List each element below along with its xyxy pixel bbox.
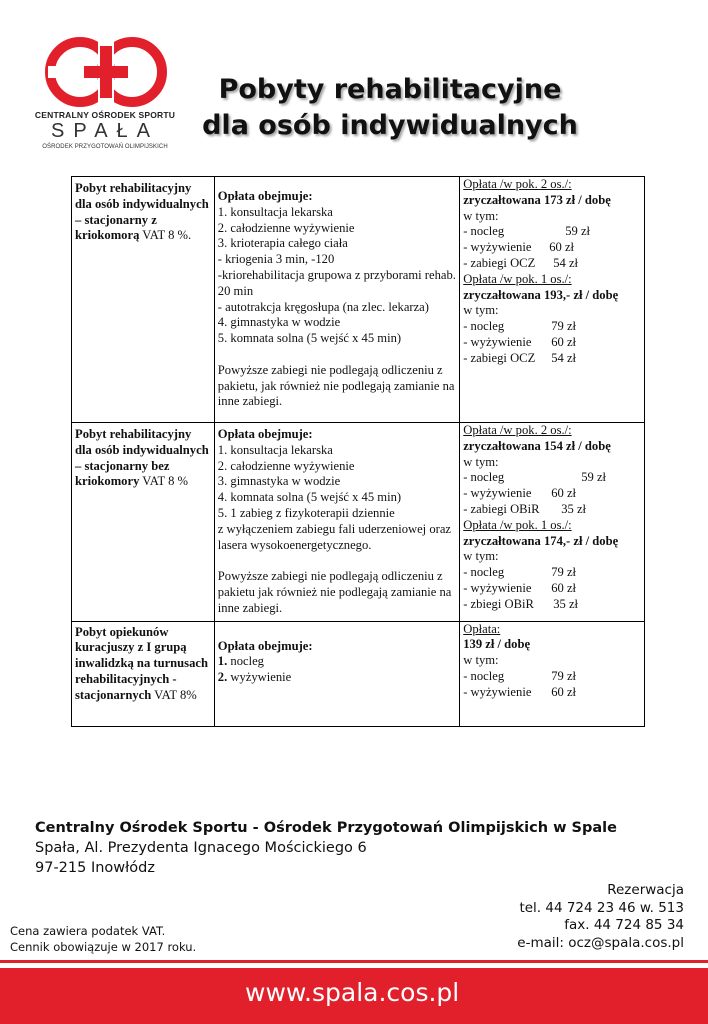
price-item: - zabiegi OCZ 54 zł: [463, 350, 577, 365]
price-item: - wyżywienie 60 zł: [463, 580, 577, 595]
logo-text-spala: SPAŁA: [51, 120, 159, 142]
includes-item: 2. wyżywienie: [217, 670, 292, 685]
price-item: - zabiegi OCZ 54 zł: [463, 255, 579, 270]
includes-cell: [214, 621, 459, 726]
price-total: zryczałtowana 173 zł / dobę: [463, 192, 611, 207]
prices-cell: [460, 177, 645, 423]
offer-name-cell: [72, 621, 215, 726]
table-row: [72, 621, 645, 726]
price-in-that: w tym:: [463, 653, 499, 668]
price-in-that: w tym:: [463, 303, 499, 318]
website-link[interactable]: www.spala.cos.pl: [245, 978, 460, 1007]
includes-header: Opłata obejmuje:: [217, 189, 313, 203]
footer-contact: [517, 882, 684, 952]
logo-text-line1: CENTRALNY OŚRODEK SPORTU: [34, 110, 176, 120]
cos-logo: [30, 36, 180, 156]
price-item: - wyżywienie 60 zł: [463, 334, 577, 349]
contact-email[interactable]: e-mail: ocz@spala.cos.pl: [517, 934, 684, 951]
reservation-label: Rezerwacja: [607, 882, 684, 898]
includes-item: - kriogenia 3 min, -120: [217, 252, 335, 267]
includes-item: 5. 1 zabieg z fizykoterapii dziennie: [217, 505, 395, 520]
offer-name: Pobyt rehabilitacyjny dla osób indywidualnych – stacjonarny z kriokomorą: [75, 181, 209, 243]
table-row: [72, 423, 645, 622]
footer-organization: Centralny Ośrodek Sportu - Ośrodek Przygotowań Olimpijskich w Spale: [35, 820, 617, 836]
price-label: Opłata /w pok. 2 os./:: [463, 177, 572, 191]
includes-cell: [214, 177, 459, 423]
price-item: - zbiegi OBiR 35 zł: [463, 596, 579, 611]
logo-text-line3: OŚRODEK PRZYGOTOWAŃ OLIMPIJSKICH: [42, 144, 168, 150]
cos-logo-emblem: [36, 36, 174, 108]
price-total: 139 zł / dobę: [463, 637, 531, 652]
includes-item: 3. krioterapia całego ciała: [217, 236, 348, 251]
includes-item: 2. całodzienne wyżywienie: [217, 458, 355, 473]
prices-cell: [460, 621, 645, 726]
price-total: zryczałtowana 193,- zł / dobę: [463, 287, 619, 302]
includes-item: -kriorehabilitacja grupowa z przyborami rehab. 20 min: [217, 267, 456, 298]
includes-item: 3. gimnastyka w wodzie: [217, 474, 341, 489]
price-label: Opłata /w pok. 2 os./:: [463, 423, 572, 437]
price-item: - zabiegi OBiR 35 zł: [463, 501, 587, 516]
footer-address-street: Spała, Al. Prezydenta Ignacego Mościckiego 6: [35, 840, 367, 856]
price-item: - wyżywienie 60 zł: [463, 684, 577, 699]
price-in-that: w tym:: [463, 549, 499, 564]
footer-divider: [0, 960, 708, 963]
includes-item: 2. całodzienne wyżywienie: [217, 220, 355, 235]
price-item: - nocleg 79 zł: [463, 565, 577, 580]
validity-note: Cennik obowiązuje w 2017 roku.: [10, 940, 197, 954]
offer-name: Pobyt rehabilitacyjny dla osób indywidualnych – stacjonarny bez kriokomory: [75, 427, 209, 489]
includes-item: z wyłączeniem zabiegu fali uderzeniowej oraz lasera wysokoenergetycznego.: [217, 521, 452, 552]
includes-item: - autotrakcja kręgosłupa (na zlec. lekarza): [217, 299, 429, 314]
includes-item: 4. gimnastyka w wodzie: [217, 315, 341, 330]
price-label: Opłata /w pok. 1 os./:: [463, 271, 572, 286]
price-item: - nocleg 79 zł: [463, 668, 577, 683]
includes-header: Opłata obejmuje:: [217, 427, 313, 441]
includes-cell: [214, 423, 459, 622]
price-item: - wyżywienie 60 zł: [463, 240, 575, 255]
includes-note: Powyższe zabiegi nie podlegają odliczeniu z pakietu, jak również nie podlegają zamianie na inne zabiegi.: [217, 362, 455, 409]
price-total: zryczałtowana 154 zł / dobę: [463, 438, 611, 453]
page-title: [180, 72, 600, 144]
price-item: - nocleg 79 zł: [463, 319, 577, 334]
price-item: - wyżywienie 60 zł: [463, 486, 577, 501]
footer-notes: [10, 923, 196, 955]
offer-name-cell: [72, 423, 215, 622]
price-item: - nocleg 59 zł: [463, 224, 591, 239]
offer-name: Pobyt opiekunów kuracjuszy z I grupą inwalidzką na turnusach rehabilitacyjnych - stacjonarnych: [75, 624, 208, 702]
offer-vat: VAT 8%: [151, 687, 197, 702]
includes-header: Opłata obejmuje:: [217, 638, 313, 653]
page-title-line1: Pobyty rehabilitacyjne: [218, 74, 562, 105]
includes-item: 1. nocleg: [217, 654, 264, 669]
includes-note: Powyższe zabiegi nie podlegają odliczeniu z pakietu jak również nie podlegają zamianie na inne zabiegi.: [217, 569, 452, 615]
includes-item: 5. komnata solna (5 wejść x 45 min): [217, 331, 402, 346]
price-total: zryczałtowana 174,- zł / dobę: [463, 533, 619, 548]
footer-address-city: 97-215 Inowłódz: [35, 860, 155, 876]
price-item: - nocleg 59 zł: [463, 470, 607, 485]
prices-cell: [460, 423, 645, 622]
price-label: Opłata:: [463, 621, 501, 636]
offer-vat: VAT 8 %: [139, 474, 189, 489]
vat-note: Cena zawiera podatek VAT.: [10, 924, 166, 938]
includes-item: 1. konsultacja lekarska: [217, 204, 333, 219]
offer-name-cell: [72, 177, 215, 423]
includes-item: 1. konsultacja lekarska: [217, 442, 333, 457]
offer-vat: VAT 8 %.: [139, 228, 192, 243]
table-row: [72, 177, 645, 423]
price-table: [71, 176, 645, 727]
includes-item: 4. komnata solna (5 wejść x 45 min): [217, 490, 402, 505]
price-in-that: w tym:: [463, 208, 499, 223]
contact-fax: fax. 44 724 85 34: [564, 917, 684, 933]
price-label: Opłata /w pok. 1 os./:: [463, 517, 572, 532]
contact-phone: tel. 44 724 23 46 w. 513: [519, 899, 684, 916]
price-in-that: w tym:: [463, 454, 499, 469]
page-title-line2: dla osób indywidualnych: [202, 110, 578, 141]
